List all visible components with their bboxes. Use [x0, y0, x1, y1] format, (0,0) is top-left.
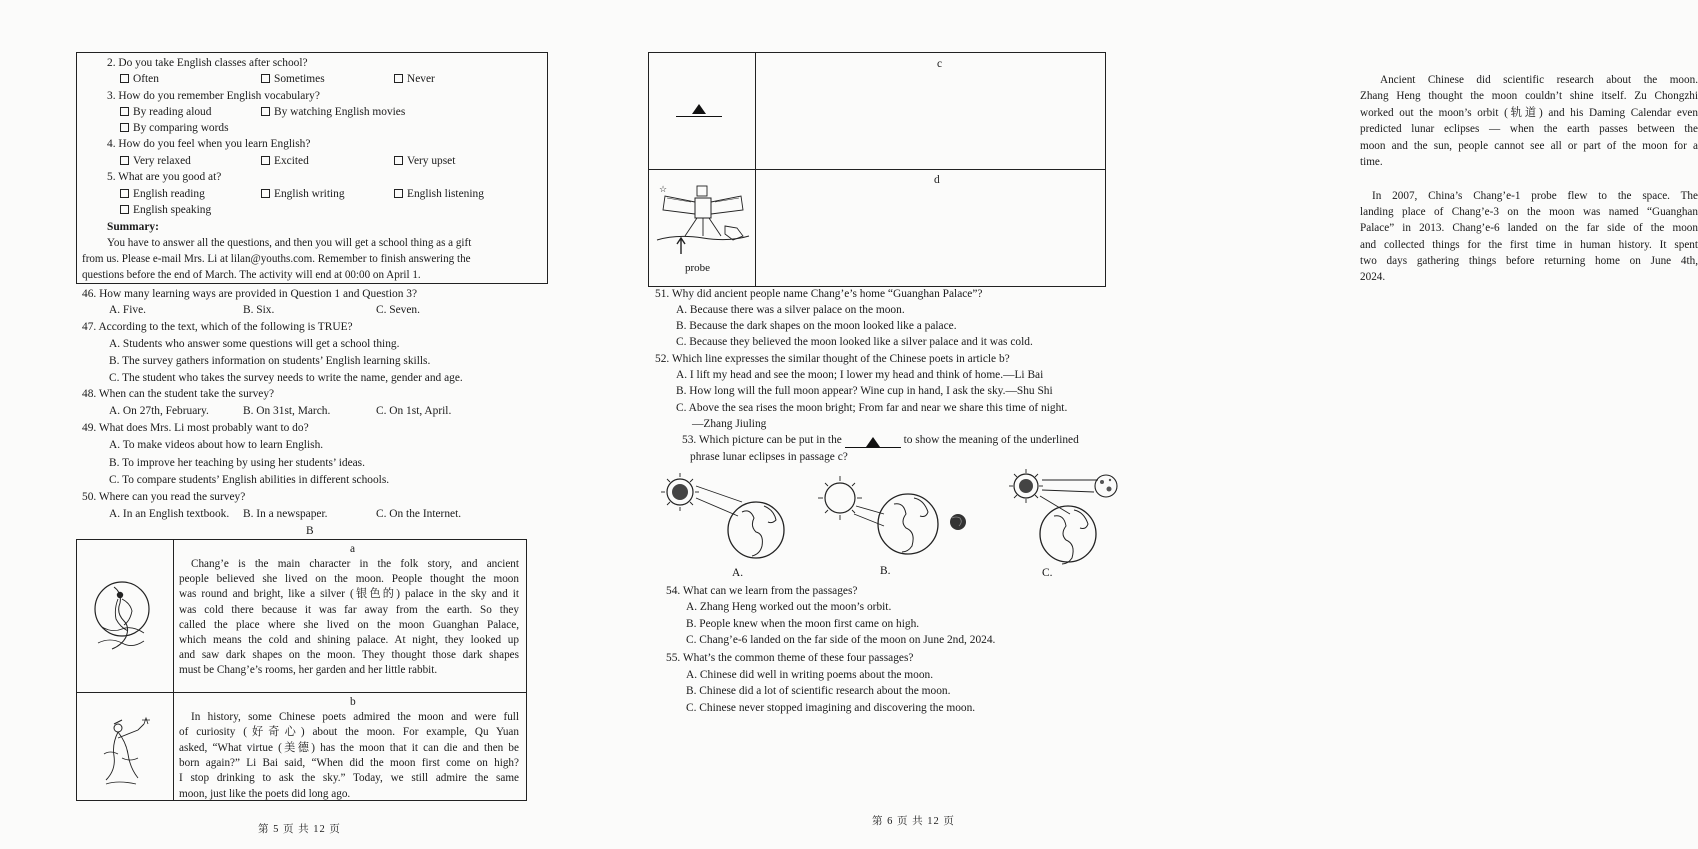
option-b[interactable]: B. On 31st, March. [243, 405, 331, 417]
summary-line: You have to answer all the questions, and then you will get a school thing as a gift [107, 237, 472, 249]
checkbox-icon[interactable] [120, 107, 129, 116]
option-c[interactable]: C. Seven. [376, 304, 420, 316]
poet-illustration [96, 714, 158, 790]
question-53-cont: phrase lunar eclipses in passage c? [690, 451, 848, 463]
survey-q4: 4. How do you feel when you learn English? [107, 138, 311, 150]
passage-line: was round and bright, like a silver (银色的) palace in the sky and it [179, 588, 519, 601]
passage-line: I stop drinking to ask the sky.” Today, we still admire the same [179, 772, 519, 785]
passage-c-label: c [937, 58, 943, 70]
passage-line: In 2007, China’s Chang’e-1 probe flew to the space. The [1372, 190, 1698, 202]
triangle-icon [866, 437, 880, 447]
option-a[interactable]: A. Five. [109, 304, 147, 316]
checkbox-option[interactable]: English listening [394, 186, 484, 202]
checkbox-option[interactable]: English writing [261, 186, 345, 202]
checkbox-option[interactable]: By comparing words [120, 120, 229, 136]
checkbox-icon[interactable] [394, 189, 403, 198]
survey-q2: 2. Do you take English classes after school? [107, 57, 308, 69]
left-page [0, 0, 600, 849]
passage-line: 2024. [1360, 271, 1386, 283]
picture-b-label: B. [880, 565, 891, 577]
passage-line: of curiosity (好奇心) about the moon. For example, Qu Yuan [179, 726, 519, 739]
summary-line: questions before the end of March. The activity will end at 00:00 on April 1. [82, 269, 421, 281]
checkbox-icon[interactable] [120, 205, 129, 214]
passage-line: time. [1360, 156, 1383, 168]
checkbox-option[interactable]: Often [120, 71, 159, 87]
passage-line: Palace” in 2013. Chang’e-6 landed on the far side of the moon [1360, 222, 1698, 235]
question-51: 51. Why did ancient people name Chang’e’s home “Guanghan Palace”? [655, 288, 983, 300]
option-b[interactable]: B. To improve her teaching by using her students’ ideas. [109, 457, 365, 469]
summary-label: Summary: [107, 221, 159, 233]
checkbox-icon[interactable] [120, 74, 129, 83]
passage-line: asked, “What virtue (美德) has the moon that it can die and then be [179, 741, 519, 754]
checkbox-icon[interactable] [261, 189, 270, 198]
survey-q3: 3. How do you remember English vocabulary? [107, 90, 320, 102]
picture-a[interactable] [661, 473, 784, 558]
checkbox-icon[interactable] [261, 107, 270, 116]
passage-line: moon and the sun, people cannot see all or part of the moon for a [1360, 139, 1698, 152]
change-moon-illustration [92, 565, 154, 661]
question-53: 53. Which picture can be put in the to show the meaning of the underlined [682, 432, 1079, 448]
passage-line: born again?” Li Bai said, “When did the moon first come on high? [179, 756, 519, 769]
option-b[interactable]: B. The survey gathers information on students’ English learning skills. [109, 355, 431, 367]
option-c[interactable]: C. Above the sea rises the moon bright; From far and near we share this time of night. [676, 402, 1068, 414]
option-a[interactable]: A. To make videos about how to learn English. [109, 439, 324, 451]
page-footer-right: 第 6 页 共 12 页 [872, 816, 955, 827]
option-b[interactable]: B. People knew when the moon first came on high. [686, 618, 920, 630]
option-c-author: —Zhang Jiuling [692, 418, 767, 430]
passage-d-label: d [934, 174, 940, 186]
checkbox-option[interactable]: By reading aloud [120, 104, 211, 120]
passage-line: was cold there because it was far away from the earth. So they [179, 603, 519, 616]
probe-illustration [655, 178, 751, 274]
option-b[interactable]: B. Six. [243, 304, 275, 316]
passage-line: worked out the moon’s orbit (轨道) and his Daming Calendar even [1360, 106, 1698, 119]
checkbox-option[interactable]: English reading [120, 186, 205, 202]
question-52: 52. Which line expresses the similar thought of the Chinese poets in article b? [655, 353, 1010, 365]
option-c[interactable]: C. To compare students’ English abilities in different schools. [109, 474, 390, 486]
option-b[interactable]: B. Because the dark shapes on the moon looked like a palace. [676, 320, 957, 332]
survey-q5: 5. What are you good at? [107, 171, 222, 183]
option-a[interactable]: A. On 27th, February. [109, 405, 209, 417]
passage-line: must be Chang’e’s rooms, her garden and her little rabbit. [179, 664, 438, 677]
checkbox-option[interactable]: Very upset [394, 153, 455, 169]
option-b[interactable]: B. In a newspaper. [243, 508, 328, 520]
eclipse-pictures [658, 466, 1128, 578]
checkbox-icon[interactable] [120, 156, 129, 165]
passage-b-label: b [350, 696, 356, 708]
passage-line: and saw dark shapes on the moon. They thought those dark shapes [179, 649, 519, 662]
question-46: 46. How many learning ways are provided in Question 1 and Question 3? [82, 288, 418, 300]
passage-line: predicted lunar eclipses — when the earth passes between the [1360, 123, 1698, 136]
option-a[interactable]: A. Zhang Heng worked out the moon’s orbit. [686, 601, 892, 613]
right-page [600, 0, 1698, 849]
svg-text:probe: probe [685, 262, 711, 274]
checkbox-option[interactable]: Very relaxed [120, 153, 191, 169]
passage-line: landing place of Chang’e-3 on the moon was named “Guanghan [1360, 206, 1698, 219]
question-50: 50. Where can you read the survey? [82, 491, 246, 503]
passage-line: and collected things for the first time in human history. It spent [1360, 238, 1698, 251]
option-b[interactable]: B. Chinese did a lot of scientific research about the moon. [686, 685, 951, 697]
question-55: 55. What’s the common theme of these four passages? [666, 652, 914, 664]
passage-line: people believed she lived on the moon. People thought the moon [179, 573, 519, 586]
passage-a-label: a [350, 543, 356, 555]
checkbox-option[interactable]: By watching English movies [261, 104, 405, 120]
checkbox-icon[interactable] [120, 189, 129, 198]
option-a[interactable]: A. Because there was a silver palace on the moon. [676, 304, 905, 316]
option-c[interactable]: C. The student who takes the survey needs to write the name, gender and age. [109, 372, 463, 384]
question-47: 47. According to the text, which of the following is TRUE? [82, 321, 353, 333]
option-c[interactable]: C. Because they believed the moon looked like a silver palace and it was cold. [676, 336, 1033, 348]
picture-c[interactable] [1009, 469, 1117, 564]
option-a[interactable]: A. I lift my head and see the moon; I lower my head and think of home.—Li Bai [676, 369, 1044, 381]
option-b[interactable]: B. How long will the full moon appear? Wine cup in hand, I ask the sky.—Shu Shi [676, 385, 1053, 397]
checkbox-icon[interactable] [394, 156, 403, 165]
passage-line: In history, some Chinese poets admired the moon and were full [191, 711, 519, 723]
passage-line: which means the cold and shining palace. At night, they looked up [179, 634, 519, 646]
passage-line: Chang’e is the main character in the folk story, and ancient [191, 558, 519, 570]
answer-blank [845, 436, 901, 448]
passage-line: moon, just like the poets did long ago. [179, 787, 351, 800]
passage-line: Ancient Chinese did scientific research about the moon. [1380, 74, 1698, 86]
page-footer-left: 第 5 页 共 12 页 [258, 824, 341, 835]
section-b-heading: B [306, 525, 314, 537]
checkbox-option[interactable]: Sometimes [261, 71, 325, 87]
picture-b[interactable] [818, 476, 966, 554]
checkbox-icon[interactable] [261, 74, 270, 83]
checkbox-option[interactable]: Excited [261, 153, 309, 169]
option-c[interactable]: C. On the Internet. [376, 508, 462, 520]
picture-a-label: A. [732, 567, 744, 579]
option-a[interactable]: A. Students who answer some questions will get a school thing. [109, 338, 400, 350]
checkbox-icon[interactable] [394, 74, 403, 83]
option-c[interactable]: C. On 1st, April. [376, 405, 452, 417]
picture-c-label: C. [1042, 567, 1053, 579]
question-54: 54. What can we learn from the passages? [666, 585, 858, 597]
summary-line: from us. Please e-mail Mrs. Li at lilan@youths.com. Remember to finish answering the [82, 253, 471, 265]
svg-text:☆: ☆ [659, 184, 668, 194]
option-c[interactable]: C. Chinese never stopped imagining and discovering the moon. [686, 702, 976, 714]
passage-line: Zhang Heng thought the moon couldn’t shine itself. Zu Chongzhi [1360, 90, 1698, 103]
option-a[interactable]: A. In an English textbook. [109, 508, 230, 520]
passage-line: two days gathering things before returning home on June 4th, [1360, 254, 1698, 267]
option-a[interactable]: A. Chinese did well in writing poems about the moon. [686, 669, 934, 681]
checkbox-option[interactable]: English speaking [120, 202, 211, 218]
blank-with-triangle [676, 102, 722, 118]
passage-line: called the place where she lived on the moon Guanghan Palace, [179, 618, 519, 631]
question-48: 48. When can the student take the survey? [82, 388, 275, 400]
triangle-icon [692, 104, 706, 114]
option-c[interactable]: C. Chang’e-6 landed on the far side of the moon on June 2nd, 2024. [686, 634, 996, 646]
question-49: 49. What does Mrs. Li most probably want to do? [82, 422, 309, 434]
checkbox-icon[interactable] [120, 123, 129, 132]
checkbox-icon[interactable] [261, 156, 270, 165]
checkbox-option[interactable]: Never [394, 71, 435, 87]
